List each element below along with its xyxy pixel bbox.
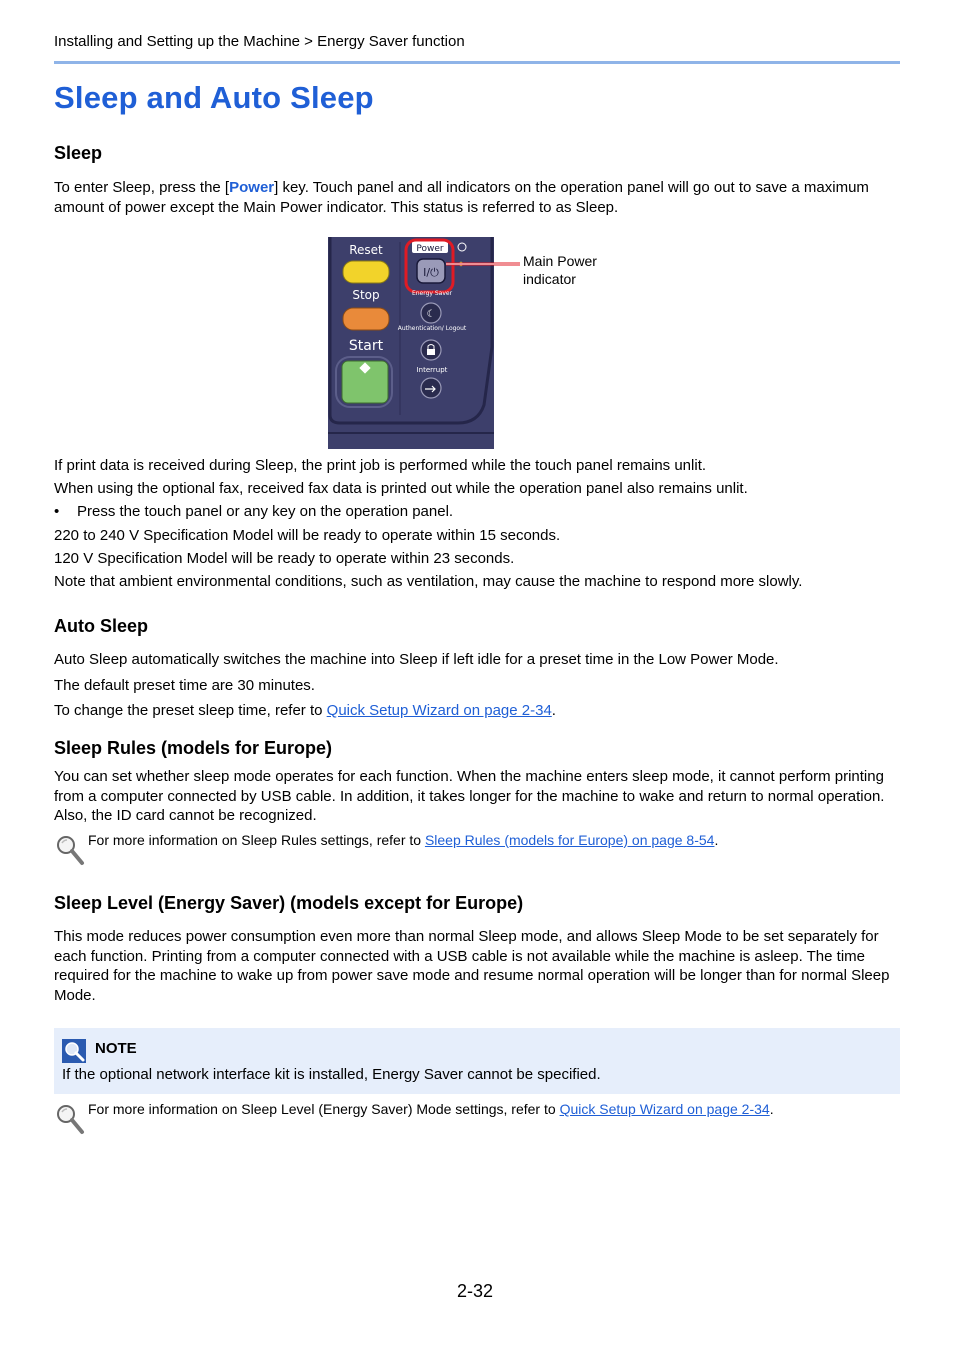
sleep-line-5: Note that ambient environmental conditions, such as ventilation, may cause the machine to respond more slowly.	[54, 573, 803, 590]
sleep-level-reference: For more information on Sleep Level (Energy Saver) Mode settings, refer to Quick Setup Wizard on page 2-34.	[88, 1101, 774, 1117]
sleep-level-para: This mode reduces power consumption even more than normal Sleep mode, and allows Sleep Mode to be set separately for each function. Printing from a computer connected with a USB cable is not available while the machine is asleep. The time required for the machine to wake up from power save mode and resume normal operation will be longer than for normal Sleep Mode.	[54, 928, 890, 1004]
note-icon	[62, 1039, 86, 1063]
auto-sleep-heading: Auto Sleep	[54, 616, 149, 636]
sleep-rules-heading: Sleep Rules (models for Europe)	[54, 738, 333, 758]
note-label: NOTE	[95, 1040, 137, 1057]
bullet-marker: •	[54, 503, 60, 520]
sleep-rules-link[interactable]: Sleep Rules (models for Europe) on page 8-54	[424, 832, 715, 848]
magnifier-icon	[55, 1103, 85, 1135]
callout-leader	[446, 258, 522, 270]
reset-key-label: Reset	[349, 243, 383, 257]
sleep-level-heading: Sleep Level (Energy Saver) (models except for Europe)	[54, 893, 524, 913]
start-key-label: Start	[348, 338, 384, 354]
stop-key-label: Stop	[352, 288, 380, 302]
page-number: 2-32	[457, 1281, 494, 1301]
svg-text:☾: ☾	[426, 309, 436, 320]
energy-saver-caption: Energy Saver	[411, 290, 453, 297]
header-divider	[54, 61, 900, 64]
sleep-line-3: 220 to 240 V Specification Model will be ready to operate within 15 seconds.	[54, 527, 561, 544]
main-power-callout: Main Power indicator	[523, 253, 597, 287]
auto-sleep-line-1: Auto Sleep automatically switches the machine into Sleep if left idle for a preset time in the Low Power Mode.	[54, 651, 779, 668]
note-box	[54, 1028, 900, 1094]
page-title: Sleep and Auto Sleep	[54, 80, 374, 115]
power-key-label: Power	[229, 179, 275, 196]
sleep-intro: To enter Sleep, press the [Power] key. Touch panel and all indicators on the operation panel will go out to save a maximum amount of power except the Main Power indicator. This status is referred to as Sleep.	[54, 179, 869, 216]
svg-text:I/⏻: I/⏻	[423, 266, 439, 279]
interrupt-button	[421, 378, 441, 398]
stop-key	[343, 308, 389, 330]
note-text: If the optional network interface kit is installed, Energy Saver cannot be specified.	[62, 1066, 601, 1083]
sleep-rules-reference: For more information on Sleep Rules settings, refer to Sleep Rules (models for Europe) on page 8-54.	[88, 832, 719, 848]
auto-sleep-line-2: The default preset time are 30 minutes.	[54, 677, 315, 694]
sleep-line-4: 120 V Specification Model will be ready to operate within 23 seconds.	[54, 550, 515, 567]
breadcrumb: Installing and Setting up the Machine > Energy Saver function	[54, 33, 465, 50]
sleep-heading: Sleep	[54, 143, 103, 163]
magnifier-icon	[55, 834, 85, 866]
quick-setup-wizard-link[interactable]: Quick Setup Wizard on page 2-34	[326, 702, 552, 719]
sleep-line-2: When using the optional fax, received fax data is printed out while the operation panel also remains unlit.	[54, 480, 748, 497]
auto-sleep-line-3: To change the preset sleep time, refer to Quick Setup Wizard on page 2-34.	[54, 702, 556, 719]
quick-setup-wizard-link-2[interactable]: Quick Setup Wizard on page 2-34	[559, 1101, 770, 1117]
sleep-bullet: • Press the touch panel or any key on the operation panel.	[54, 503, 454, 520]
sleep-line-1: If print data is received during Sleep, the print job is performed while the touch panel remains unlit.	[54, 457, 707, 474]
sleep-rules-para: You can set whether sleep mode operates for each function. When the machine enters sleep mode, it cannot perform printing from a computer connected by USB cable. In addition, it takes longer for the machine to wake and return to normal operation. Also, the ID card cannot be recognized.	[54, 768, 885, 824]
interrupt-caption: Interrupt	[416, 366, 448, 374]
reset-key	[343, 261, 389, 283]
power-key-caption: Power	[416, 244, 444, 254]
auth-caption: Authentication/ Logout	[397, 325, 467, 332]
